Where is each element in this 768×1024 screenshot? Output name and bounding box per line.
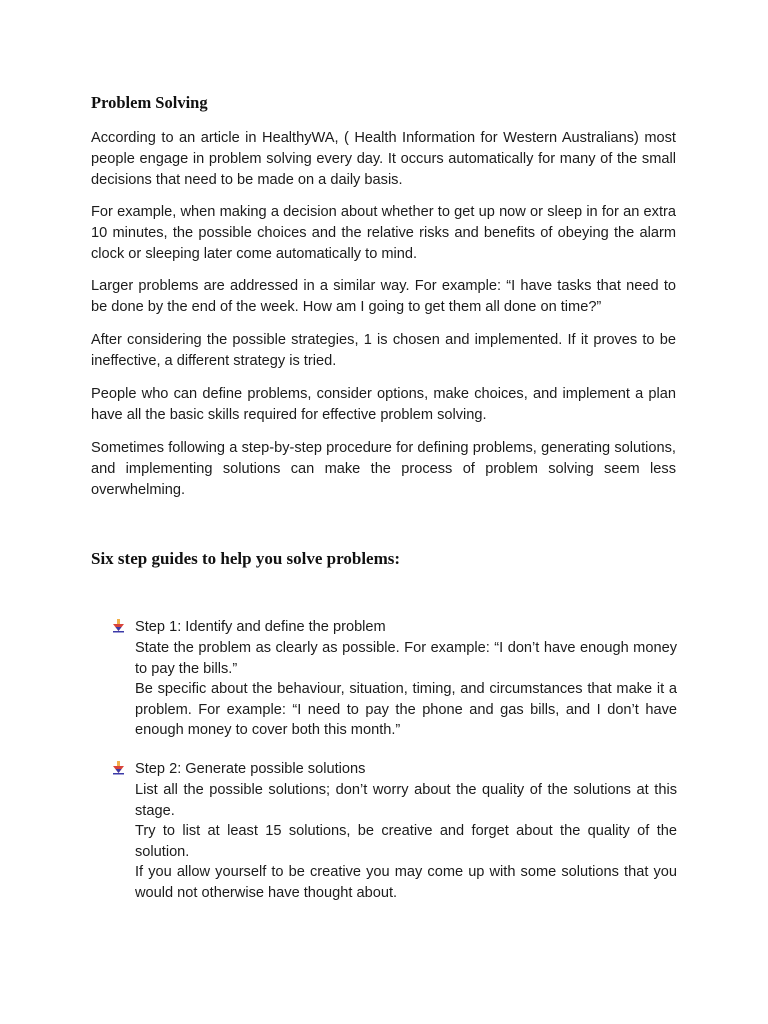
step-2-line-3: If you allow yourself to be creative you may come up with some solutions that you would not otherwise have thought about.: [135, 864, 677, 901]
paragraph-3: Larger problems are addressed in a similar way. For example: “I have tasks that need to be done by the end of the week. How am I going to get them all done on time?”: [91, 278, 676, 315]
step-1-line-2: Be specific about the behaviour, situation, timing, and circumstances that make it a problem. For example: “I need to pay the phone and gas bills, and I don’t have enough money to cover both this month.”: [135, 681, 677, 738]
step-2-title: Step 2: Generate possible solutions: [135, 761, 366, 777]
step-2-line-2: Try to list at least 15 solutions, be creative and forget about the quality of the solution.: [135, 823, 677, 860]
paragraph-2: For example, when making a decision about whether to get up now or sleep in for an extra 10 minutes, the possible choices and the relative risks and benefits of obeying the alarm clock or sleeping later come automatically to mind.: [91, 204, 676, 262]
paragraph-1: According to an article in HealthyWA, ( Health Information for Western Australians) most people engage in problem solving every day. It occurs automatically for many of the small decisions that need to be made on a daily basis.: [91, 130, 676, 188]
paragraph-5: People who can define problems, consider options, make choices, and implement a plan have all the basic skills required for effective problem solving.: [91, 386, 676, 423]
arrow-down-bullet-icon: [112, 619, 126, 633]
step-1: [112, 617, 677, 742]
step-1-line-1: State the problem as clearly as possible. For example: “I don’t have enough money to pay the bills.”: [135, 640, 677, 677]
arrow-down-bullet-icon: [112, 761, 126, 775]
step-2-line-1: List all the possible solutions; don’t worry about the quality of the solutions at this stage.: [135, 782, 677, 819]
step-1-title: Step 1: Identify and define the problem: [135, 619, 386, 635]
paragraph-6: Sometimes following a step-by-step procedure for defining problems, generating solutions, and implementing solutions can make the process of problem solving seem less overwhelming.: [91, 440, 676, 498]
section-subheading: Six step guides to help you solve problems:: [91, 549, 401, 568]
step-2: [112, 759, 677, 909]
document-title: Problem Solving: [91, 93, 208, 112]
paragraph-4: After considering the possible strategies, 1 is chosen and implemented. If it proves to be ineffective, a different strategy is tried.: [91, 332, 676, 369]
